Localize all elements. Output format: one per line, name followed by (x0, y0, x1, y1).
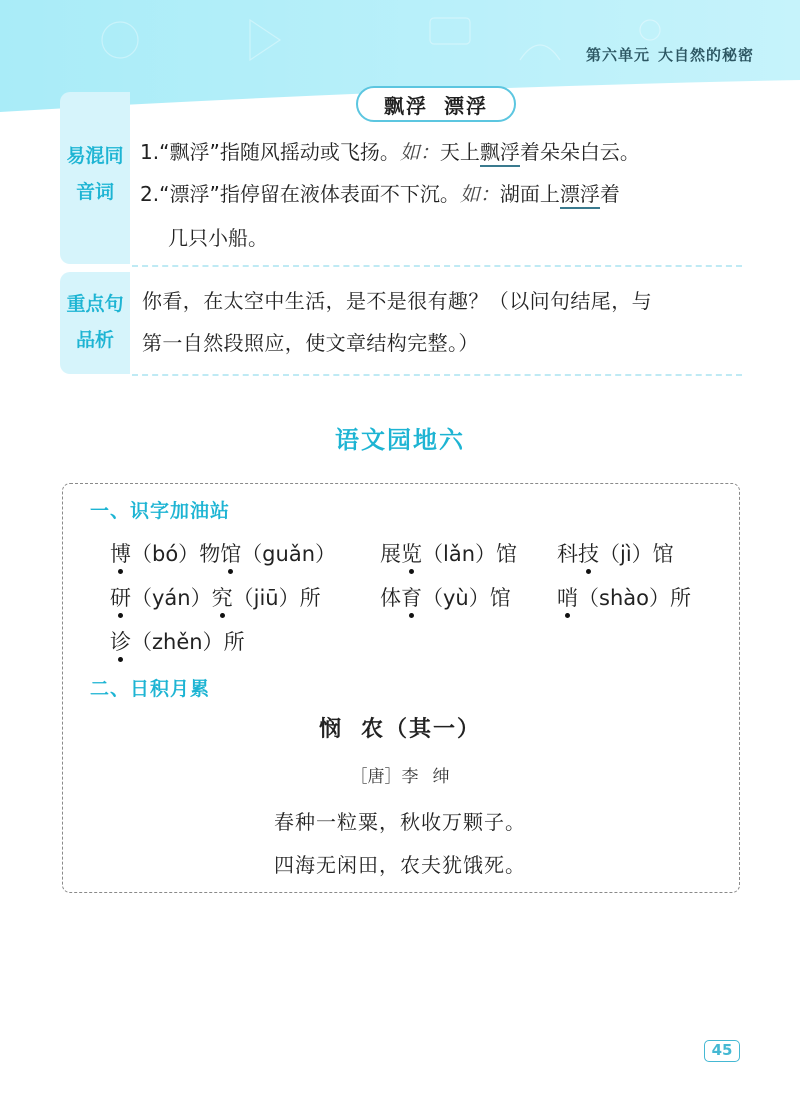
confusables-tag-line-1: 易混同 (66, 145, 124, 167)
section-title: 语文园地六 (335, 426, 465, 454)
example-post: 着 (599, 182, 620, 206)
example-word: 漂浮 (560, 182, 600, 209)
unit-title: 大自然的秘密 (657, 46, 754, 64)
word-pair-2: 漂浮 (444, 93, 488, 118)
example-pre: 天上 (439, 140, 480, 164)
analysis-tag-line-1: 重点句 (66, 293, 124, 315)
example-word: 飘浮 (480, 140, 520, 167)
example-marker: 如： (399, 140, 440, 164)
poem-title: 悯 农（其一） (318, 717, 482, 742)
unit-header (586, 44, 754, 65)
analysis-line-2: 第一自然段照应，使文章结构完整。） (142, 331, 479, 355)
analysis-tag-line-2: 品析 (75, 329, 114, 351)
example-post: 着朵朵白云。 (519, 140, 640, 164)
poem-line-1: 春种一粒粟，秋收万颗子。 (274, 810, 526, 834)
example-pre: 湖面上 (499, 182, 560, 206)
word-zhensuo: 诊（zhěn）所 (110, 626, 245, 656)
confusables-tag (60, 92, 130, 264)
item-definition: “漂浮”指停留在液体表面不下沉。 (159, 182, 460, 206)
page-number: 45 (704, 1040, 740, 1062)
unit-label: 第六单元 (585, 46, 650, 64)
pinyin-row-2c (557, 582, 691, 612)
confusable-item-1 (140, 136, 640, 168)
word-pair-1: 飘浮 (384, 93, 428, 118)
confusable-item-2 (140, 178, 620, 210)
sec1-title: 一、识字加油站 (90, 500, 231, 522)
example-marker: 如： (459, 182, 500, 206)
poem-author: ［唐］李 绅 (350, 767, 450, 787)
item-number: 2. (140, 182, 160, 206)
confusables-tag-line-2: 音词 (75, 181, 114, 203)
poem-line-2: 四海无闲田，农夫犹饿死。 (274, 853, 526, 877)
sec2-title: 二、日积月累 (90, 678, 211, 700)
analysis-divider (132, 374, 742, 376)
pinyin-row-2b (380, 582, 511, 612)
word-bowuguan: 博（bó）物馆（guǎn） (110, 538, 336, 568)
word-shaosuo: 哨（shào）所 (557, 582, 691, 612)
pinyin-row-1c (557, 538, 674, 568)
pinyin-row-3 (110, 626, 245, 656)
word-tiyuguan: 体育（yù）馆 (380, 582, 511, 612)
item-number: 1. (140, 140, 160, 164)
item-definition: “飘浮”指随风摇动或飞扬。 (159, 140, 400, 164)
word-pair-pill (356, 86, 516, 122)
confusable-item-2-cont: 几只小船。 (168, 226, 268, 250)
word-yanjiusuo: 研（yán）究（jiū）所 (110, 582, 321, 612)
pinyin-row-1b (380, 538, 517, 568)
word-kejiguan: 科技（jì）馆 (557, 538, 674, 568)
confusables-divider (132, 265, 742, 267)
pinyin-row-1 (110, 538, 336, 568)
analysis-line-1: 你看，在太空中生活，是不是很有趣？（以问句结尾，与 (142, 289, 652, 313)
word-zhanlanguan: 展览（lǎn）馆 (380, 538, 517, 568)
analysis-tag (60, 272, 130, 374)
pinyin-row-2 (110, 582, 321, 612)
